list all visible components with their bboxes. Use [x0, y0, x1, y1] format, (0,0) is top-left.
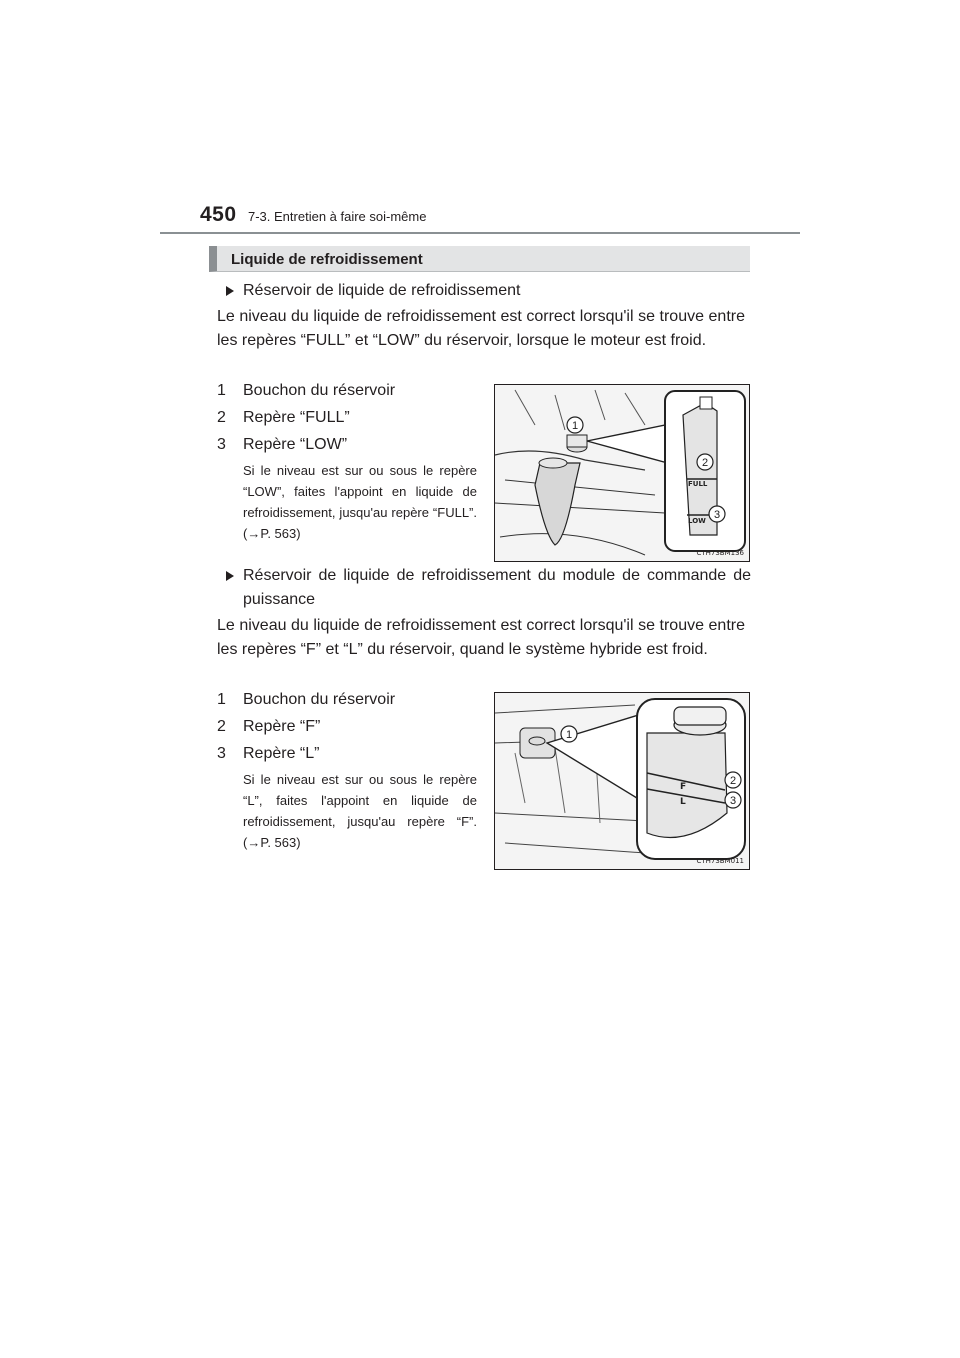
low-mark-text: LOW	[688, 517, 706, 525]
legend-label: Bouchon du réservoir	[243, 382, 396, 399]
callout-number: 3	[217, 745, 226, 762]
legend-label: Repère “L”	[243, 745, 320, 762]
section-title: Liquide de refroidissement	[231, 251, 423, 268]
note-engine-coolant: Si le niveau est sur ou sous le repère “LOW”, faites l'appoint en liquide de refroidissement, jusqu'au repère “FULL”. (→P. 563)	[243, 463, 477, 541]
pcu-coolant-reservoir-illustration	[494, 692, 750, 870]
triangle-bullet-icon	[226, 286, 234, 296]
bullet-text: Réservoir de liquide de refroidissement	[243, 282, 521, 299]
page-number: 450	[200, 203, 237, 226]
legend-label: Repère “LOW”	[243, 436, 348, 453]
engine-coolant-reservoir-illustration	[494, 384, 750, 562]
paragraph-pcu-coolant: Le niveau du liquide de refroidissement est correct lorsqu'il se trouve entre les repères “F” et “L” du réservoir, quand le système hybride est froid.	[217, 617, 745, 658]
callout-3: 3	[729, 795, 737, 807]
reservoir-drawing	[495, 693, 749, 869]
section-header	[209, 246, 750, 272]
figure-code: CTH73BM136	[696, 549, 744, 557]
callout-1: 1	[565, 729, 573, 741]
callout-number: 2	[217, 409, 226, 426]
legend-label: Bouchon du réservoir	[243, 691, 396, 708]
legend-label: Repère “F”	[243, 718, 321, 735]
callout-number: 2	[217, 718, 226, 735]
bullet-text: Réservoir de liquide de refroidissement du module de commande de puissance	[243, 567, 751, 608]
callout-2: 2	[701, 457, 709, 469]
callout-number: 1	[217, 382, 226, 399]
note-pcu-coolant: Si le niveau est sur ou sous le repère “L”, faites l'appoint en liquide de refroidissement, jusqu'au repère “F”. (→P. 563)	[243, 772, 477, 850]
legend-label: Repère “FULL”	[243, 409, 350, 426]
callout-2: 2	[729, 775, 737, 787]
l-mark-text: L	[680, 797, 686, 807]
figure-code: CTH73BM011	[696, 857, 744, 865]
callout-number: 3	[217, 436, 226, 453]
callout-1: 1	[571, 420, 579, 432]
chapter-title: 7-3. Entretien à faire soi-même	[248, 209, 427, 224]
paragraph-engine-coolant: Le niveau du liquide de refroidissement est correct lorsqu'il se trouve entre les repères “FULL” et “LOW” du réservoir, lorsque le moteur est froid.	[217, 308, 745, 349]
header-rule	[160, 232, 800, 234]
triangle-bullet-icon	[226, 571, 234, 581]
f-mark-text: F	[680, 782, 687, 792]
reservoir-drawing	[495, 385, 749, 561]
callout-3: 3	[713, 509, 721, 521]
full-mark-text: FULL	[688, 480, 708, 488]
callout-number: 1	[217, 691, 226, 708]
